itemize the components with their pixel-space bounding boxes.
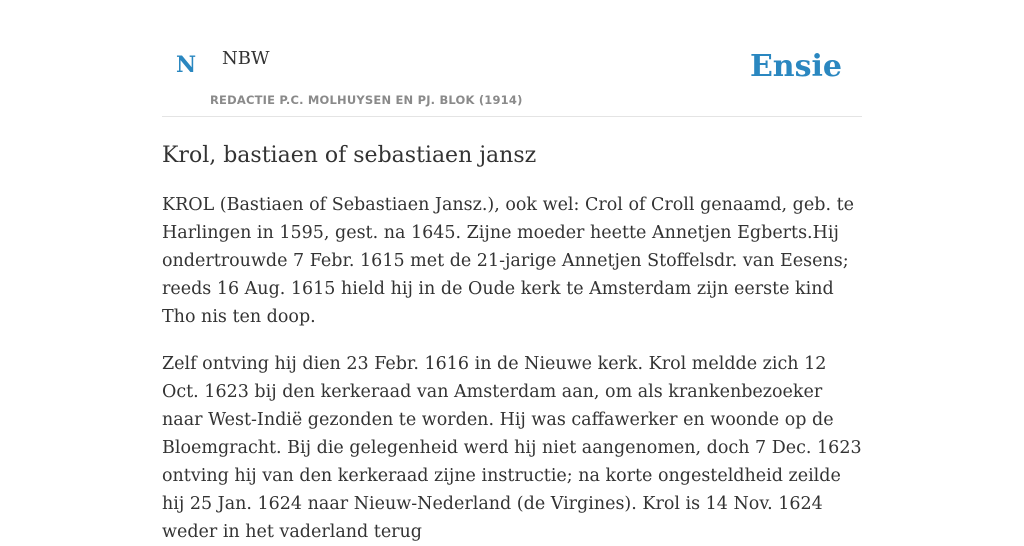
source-name[interactable]: NBW bbox=[222, 48, 270, 69]
source-logo[interactable]: N bbox=[176, 52, 197, 78]
article-paragraph: KROL (Bastiaen of Sebastiaen Jansz.), ook wel: Crol of Croll genaamd, geb. te Harlingen in 1595, gest. na 1645. Zijne moeder heette Annetjen Egberts.Hij ondertrouwde 7 Febr. 1615 met de 21-jarige Annetjen Stoffelsdr. van Eesens; reeds 16 Aug. 1615 hield hij in de Oude kerk te Amsterdam zijn eerste kind Tho nis ten doop. bbox=[162, 195, 854, 328]
brand-logo[interactable]: Ensie bbox=[749, 49, 842, 84]
page-container bbox=[162, 0, 862, 546]
source-editors: REDACTIE P.C. MOLHUYSEN EN PJ. BLOK (1914) bbox=[210, 93, 523, 107]
source-header bbox=[162, 0, 862, 117]
article-title: Krol, bastiaen of sebastiaen jansz bbox=[162, 143, 537, 168]
article-paragraph: Zelf ontving hij dien 23 Febr. 1616 in de Nieuwe kerk. Krol meldde zich 12 Oct. 1623 bij den kerkeraad van Amsterdam aan, om als krankenbezoeker naar West-Indië gezonden te worden. Hij was caffawerker en woonde op de Bloemgracht. Bij die gelegenheid werd hij niet aangenomen, doch 7 Dec. 1623 ontving hij van den kerkeraad zijne instructie; na korte ongesteldheid zeilde hij 25 Jan. 1624 naar Nieuw-Nederland (de Virgines). Krol is 14 Nov. 1624 weder in het vaderland terug bbox=[162, 354, 862, 543]
